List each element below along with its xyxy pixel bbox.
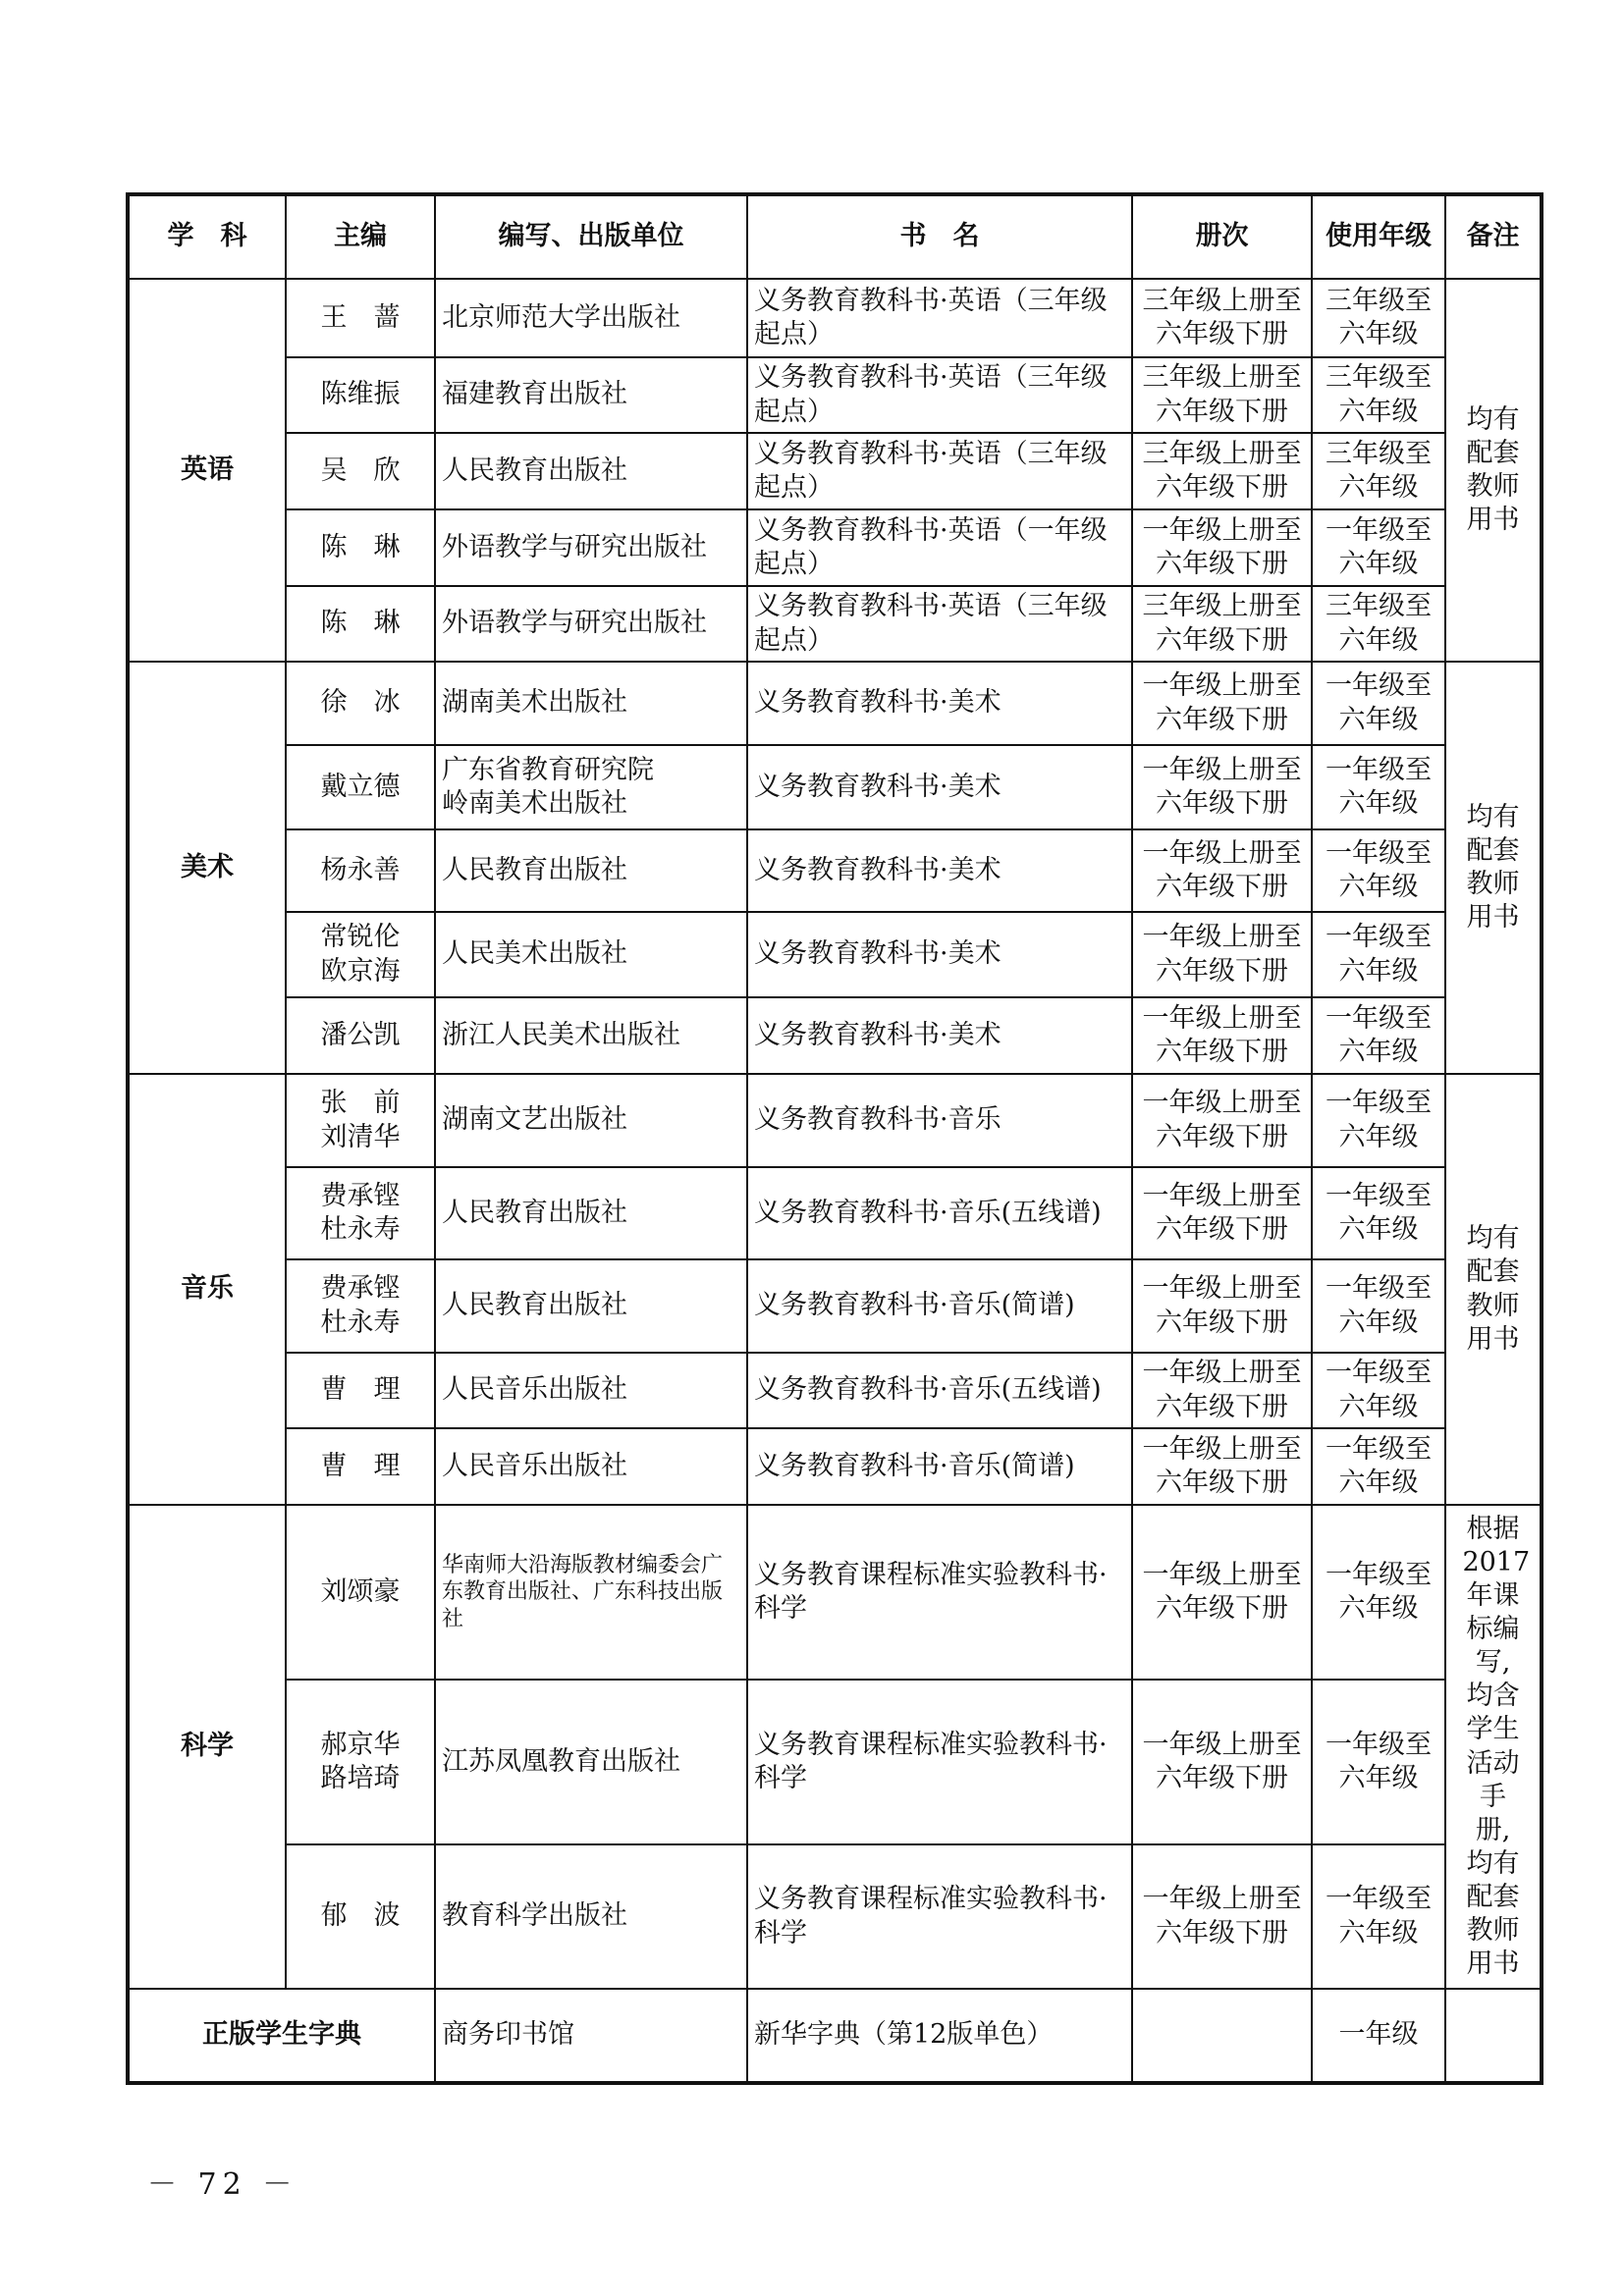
- grade-line: 一年级至: [1326, 754, 1432, 785]
- volume-line: 六年级下册: [1156, 955, 1288, 987]
- editor-line: 潘公凯: [320, 1019, 401, 1050]
- book-cell: 义务教育教科书·英语（三年级起点）: [747, 279, 1132, 357]
- table-row: [128, 1844, 1542, 1989]
- grade-cell: [1312, 357, 1445, 433]
- editor-cell: [286, 1167, 435, 1259]
- grade-line: 一年级至: [1326, 1358, 1432, 1389]
- editor-cell: [286, 912, 435, 997]
- publisher-cell: 人民教育出版社: [435, 1167, 747, 1259]
- book-cell: 义务教育教科书·音乐: [747, 1074, 1132, 1167]
- volume-cell: [1132, 745, 1312, 829]
- grade-line: 六年级: [1338, 1917, 1419, 1949]
- volume-line: 一年级上册至: [1142, 1358, 1302, 1389]
- volume-line: 一年级上册至: [1142, 754, 1302, 785]
- grade-line: 一年级至: [1326, 514, 1432, 546]
- header-publisher: 编写、出版单位: [435, 194, 747, 279]
- editor-cell: [286, 1353, 435, 1428]
- publisher-cell: 人民音乐出版社: [435, 1428, 747, 1505]
- volume-line: 六年级下册: [1156, 1917, 1288, 1949]
- volume-line: 一年级上册至: [1142, 1088, 1302, 1119]
- book-cell: 义务教育教科书·音乐(五线谱): [747, 1353, 1132, 1428]
- publisher-cell: 商务印书馆: [435, 1989, 747, 2083]
- textbook-table: [126, 192, 1543, 2085]
- header-book: 书 名: [747, 194, 1132, 279]
- grade-line: 一年级至: [1326, 922, 1432, 953]
- publisher-cell: 华南师大沿海版教材编委会广东教育出版社、广东科技出版社: [435, 1505, 747, 1680]
- book-cell: 义务教育教科书·美术: [747, 662, 1132, 745]
- volume-line: 六年级下册: [1156, 1593, 1288, 1624]
- volume-line: 三年级上册至: [1142, 438, 1302, 469]
- grade-line: 六年级: [1338, 1307, 1419, 1338]
- volume-line: 六年级下册: [1156, 396, 1288, 427]
- editor-line: 戴立德: [320, 771, 401, 802]
- volume-cell: [1132, 1167, 1312, 1259]
- table-row: [128, 509, 1542, 586]
- header-note: 备注: [1445, 194, 1542, 279]
- grade-line: 六年级: [1338, 319, 1419, 349]
- volume-line: 一年级上册至: [1142, 1884, 1302, 1915]
- editor-line: 欧京海: [320, 955, 401, 987]
- publisher-line: 岭南美术出版社: [442, 788, 627, 819]
- table-row: [128, 829, 1542, 912]
- grade-line: 一年级至: [1326, 837, 1432, 869]
- volume-line: 一年级上册至: [1142, 514, 1302, 546]
- book-cell: 义务教育教科书·英语（一年级起点）: [747, 509, 1132, 586]
- grade-cell: [1312, 1844, 1445, 1989]
- editor-cell: 陈 琳: [286, 586, 435, 662]
- grade-line: 三年级至: [1326, 362, 1432, 394]
- grade-line: 六年级: [1338, 955, 1419, 987]
- table-row: [128, 997, 1542, 1074]
- grade-line: 六年级: [1338, 1468, 1419, 1498]
- grade-line: 六年级: [1338, 1391, 1419, 1422]
- volume-line: 六年级下册: [1156, 1468, 1288, 1498]
- book-cell: 新华字典（第12版单色）: [747, 1989, 1132, 2083]
- book-cell: 义务教育教科书·英语（三年级起点）: [747, 357, 1132, 433]
- publisher-line: 湖南美术出版社: [442, 687, 627, 719]
- grade-cell: [1312, 509, 1445, 586]
- table-row: [128, 662, 1542, 745]
- grade-line: 六年级: [1338, 704, 1419, 735]
- volume-cell: [1132, 279, 1312, 357]
- note-science: [1445, 1505, 1542, 1989]
- table-row: [128, 1428, 1542, 1505]
- grade-cell: [1312, 1259, 1445, 1353]
- table-row: [128, 1989, 1542, 2083]
- note-text: 均有配套教师用书: [1466, 1223, 1520, 1355]
- editor-line: 费承铿: [320, 1273, 401, 1305]
- table-row: [128, 912, 1542, 997]
- publisher-cell: 人民教育出版社: [435, 433, 747, 509]
- grade-cell: [1312, 433, 1445, 509]
- volume-cell: [1132, 662, 1312, 745]
- grade-cell: [1312, 586, 1445, 662]
- book-cell: 义务教育教科书·音乐(简谱): [747, 1259, 1132, 1353]
- book-cell: 义务教育课程标准实验教科书·科学: [747, 1680, 1132, 1844]
- note-text: 均有配套教师用书: [1466, 403, 1520, 536]
- editor-cell: 陈 琳: [286, 509, 435, 586]
- grade-cell: [1312, 829, 1445, 912]
- volume-line: 三年级上册至: [1142, 591, 1302, 622]
- volume-line: 六年级下册: [1156, 788, 1288, 819]
- editor-line: 路培琦: [320, 1763, 401, 1793]
- volume-line: 三年级上册至: [1142, 362, 1302, 394]
- grade-cell: [1312, 1167, 1445, 1259]
- grade-line: 三年级至: [1326, 438, 1432, 469]
- volume-cell: [1132, 1844, 1312, 1989]
- publisher-cell: 福建教育出版社: [435, 357, 747, 433]
- editor-cell: [286, 829, 435, 912]
- editor-line: 郁 波: [320, 1900, 401, 1932]
- editor-cell: [286, 1428, 435, 1505]
- volume-line: 一年级上册至: [1142, 922, 1302, 953]
- editor-cell: [286, 1680, 435, 1844]
- grade-line: 一年级至: [1326, 1559, 1432, 1590]
- grade-line: 一年级至: [1326, 1088, 1432, 1119]
- editor-cell: [286, 662, 435, 745]
- publisher-cell: [435, 912, 747, 997]
- grade-line: 六年级: [1338, 1121, 1419, 1152]
- volume-line: 三年级上册至: [1142, 285, 1302, 316]
- header-row: [128, 194, 1542, 279]
- volume-line: 一年级上册至: [1142, 1180, 1302, 1211]
- publisher-cell: [435, 997, 747, 1074]
- publisher-cell: [435, 662, 747, 745]
- header-volume: 册次: [1132, 194, 1312, 279]
- publisher-cell: [435, 829, 747, 912]
- grade-line: 一年级至: [1326, 670, 1432, 702]
- dictionary-title: 正版学生字典: [128, 1989, 435, 2083]
- editor-cell: 王 蔷: [286, 279, 435, 357]
- grade-line: 一年级至: [1326, 1729, 1432, 1760]
- editor-line: 郝京华: [320, 1729, 401, 1760]
- volume-cell: [1132, 829, 1312, 912]
- table-row: [128, 1167, 1542, 1259]
- publisher-cell: 外语教学与研究出版社: [435, 586, 747, 662]
- table-row: [128, 433, 1542, 509]
- volume-line: 六年级下册: [1156, 872, 1288, 902]
- publisher-cell: 人民音乐出版社: [435, 1353, 747, 1428]
- grade-line: 六年级: [1338, 472, 1419, 503]
- publisher-line: 人民教育出版社: [442, 854, 627, 885]
- subject-science: 科学: [128, 1505, 286, 1989]
- volume-cell: [1132, 1074, 1312, 1167]
- editor-line: 曹 理: [320, 1374, 401, 1406]
- volume-line: 六年级下册: [1156, 1037, 1288, 1067]
- publisher-cell: 外语教学与研究出版社: [435, 509, 747, 586]
- grade-line: 六年级: [1338, 624, 1419, 656]
- volume-cell: [1132, 1680, 1312, 1844]
- publisher-line: 人民美术出版社: [442, 938, 627, 970]
- volume-line: 一年级上册至: [1142, 837, 1302, 869]
- publisher-cell: 北京师范大学出版社: [435, 279, 747, 357]
- editor-cell: [286, 997, 435, 1074]
- volume-line: 六年级下册: [1156, 1214, 1288, 1245]
- grade-cell: [1312, 279, 1445, 357]
- subject-art: 美术: [128, 662, 286, 1074]
- grade-cell: [1312, 1680, 1445, 1844]
- grade-line: 一年级至: [1326, 1433, 1432, 1465]
- grade-line: 三年级至: [1326, 285, 1432, 316]
- volume-cell: [1132, 1259, 1312, 1353]
- book-cell: 义务教育课程标准实验教科书·科学: [747, 1505, 1132, 1680]
- grade-line: 六年级: [1338, 1037, 1419, 1067]
- editor-cell: [286, 1259, 435, 1353]
- note-text: 根据2017年课标编写,均含学生活动手册,均有配套教师用书: [1462, 1514, 1531, 1979]
- note-art: [1445, 662, 1542, 1074]
- table-row: [128, 1680, 1542, 1844]
- grade-cell: [1312, 662, 1445, 745]
- volume-line: 六年级下册: [1156, 472, 1288, 503]
- volume-line: 一年级上册至: [1142, 1433, 1302, 1465]
- page-number: － 72 －: [147, 2167, 298, 2202]
- book-cell: 义务教育教科书·音乐(五线谱): [747, 1167, 1132, 1259]
- volume-line: 一年级上册至: [1142, 1729, 1302, 1760]
- volume-cell: [1132, 433, 1312, 509]
- publisher-cell: 教育科学出版社: [435, 1844, 747, 1989]
- note-text: 均有配套教师用书: [1466, 801, 1520, 934]
- publisher-line: 广东省教育研究院: [442, 754, 654, 785]
- volume-line: 六年级下册: [1156, 319, 1288, 349]
- volume-line: 六年级下册: [1156, 624, 1288, 656]
- editor-line: 刘清华: [320, 1121, 401, 1152]
- book-cell: 义务教育教科书·英语（三年级起点）: [747, 433, 1132, 509]
- volume-line: 六年级下册: [1156, 549, 1288, 579]
- publisher-cell: 江苏凤凰教育出版社: [435, 1680, 747, 1844]
- editor-line: 张 前: [320, 1088, 401, 1119]
- editor-line: 杨永善: [320, 854, 401, 885]
- volume-cell: [1132, 357, 1312, 433]
- grade-line: 六年级: [1338, 872, 1419, 902]
- table-row: [128, 1074, 1542, 1167]
- grade-line: 六年级: [1338, 1593, 1419, 1624]
- editor-cell: [286, 1844, 435, 1989]
- grade-cell: [1312, 1505, 1445, 1680]
- header-grade: 使用年级: [1312, 194, 1445, 279]
- grade-cell: [1312, 1428, 1445, 1505]
- book-cell: 义务教育教科书·美术: [747, 912, 1132, 997]
- editor-line: 徐 冰: [320, 687, 401, 719]
- volume-cell: [1132, 912, 1312, 997]
- volume-cell: [1132, 586, 1312, 662]
- grade-cell: [1312, 1074, 1445, 1167]
- publisher-line: 浙江人民美术出版社: [442, 1019, 680, 1050]
- grade-cell: 一年级: [1312, 1989, 1445, 2083]
- editor-line: 费承铿: [320, 1180, 401, 1211]
- volume-line: 一年级上册至: [1142, 670, 1302, 702]
- book-cell: 义务教育教科书·美术: [747, 997, 1132, 1074]
- header-editor: 主编: [286, 194, 435, 279]
- volume-cell: [1132, 509, 1312, 586]
- editor-cell: [286, 1074, 435, 1167]
- grade-line: 六年级: [1338, 788, 1419, 819]
- book-cell: 义务教育教科书·音乐(简谱): [747, 1428, 1132, 1505]
- editor-cell: 陈维振: [286, 357, 435, 433]
- volume-cell: [1132, 1353, 1312, 1428]
- grade-line: 一年级至: [1326, 1002, 1432, 1034]
- grade-line: 六年级: [1338, 1763, 1419, 1793]
- table-row: [128, 1353, 1542, 1428]
- editor-line: 杜永寿: [320, 1307, 401, 1338]
- table-row: [128, 1505, 1542, 1680]
- volume-line: 一年级上册至: [1142, 1559, 1302, 1590]
- grade-cell: [1312, 997, 1445, 1074]
- grade-cell: [1312, 745, 1445, 829]
- table-row: [128, 1259, 1542, 1353]
- book-cell: 义务教育教科书·英语（三年级起点）: [747, 586, 1132, 662]
- volume-cell: [1132, 997, 1312, 1074]
- subject-music: 音乐: [128, 1074, 286, 1505]
- grade-line: 一年级至: [1326, 1273, 1432, 1305]
- editor-line: 刘颂豪: [320, 1575, 401, 1607]
- table-row: [128, 745, 1542, 829]
- publisher-cell: [435, 745, 747, 829]
- note-english: [1445, 279, 1542, 662]
- editor-cell: 吴 欣: [286, 433, 435, 509]
- grade-line: 一年级至: [1326, 1180, 1432, 1211]
- volume-cell: [1132, 1428, 1312, 1505]
- volume-cell: [1132, 1989, 1312, 2083]
- editor-line: 常锐伦: [320, 922, 401, 953]
- editor-line: 曹 理: [320, 1450, 401, 1481]
- editor-cell: [286, 1505, 435, 1680]
- book-cell: 义务教育教科书·美术: [747, 829, 1132, 912]
- volume-line: 一年级上册至: [1142, 1002, 1302, 1034]
- volume-line: 六年级下册: [1156, 1307, 1288, 1338]
- subject-english: 英语: [128, 279, 286, 662]
- grade-line: 六年级: [1338, 1214, 1419, 1245]
- note-cell: [1445, 1989, 1542, 2083]
- publisher-cell: 人民教育出版社: [435, 1259, 747, 1353]
- editor-cell: [286, 745, 435, 829]
- volume-line: 六年级下册: [1156, 704, 1288, 735]
- editor-line: 杜永寿: [320, 1214, 401, 1245]
- grade-line: 六年级: [1338, 396, 1419, 427]
- grade-line: 三年级至: [1326, 591, 1432, 622]
- book-cell: 义务教育课程标准实验教科书·科学: [747, 1844, 1132, 1989]
- volume-line: 六年级下册: [1156, 1391, 1288, 1422]
- volume-line: 六年级下册: [1156, 1121, 1288, 1152]
- grade-line: 一年级至: [1326, 1884, 1432, 1915]
- table-row: [128, 279, 1542, 357]
- volume-line: 六年级下册: [1156, 1763, 1288, 1793]
- volume-line: 一年级上册至: [1142, 1273, 1302, 1305]
- publisher-cell: 湖南文艺出版社: [435, 1074, 747, 1167]
- grade-cell: [1312, 1353, 1445, 1428]
- grade-cell: [1312, 912, 1445, 997]
- book-cell: 义务教育教科书·美术: [747, 745, 1132, 829]
- table-row: [128, 586, 1542, 662]
- volume-cell: [1132, 1505, 1312, 1680]
- note-music: [1445, 1074, 1542, 1505]
- grade-line: 六年级: [1338, 549, 1419, 579]
- table-row: [128, 357, 1542, 433]
- header-subject: 学 科: [128, 194, 286, 279]
